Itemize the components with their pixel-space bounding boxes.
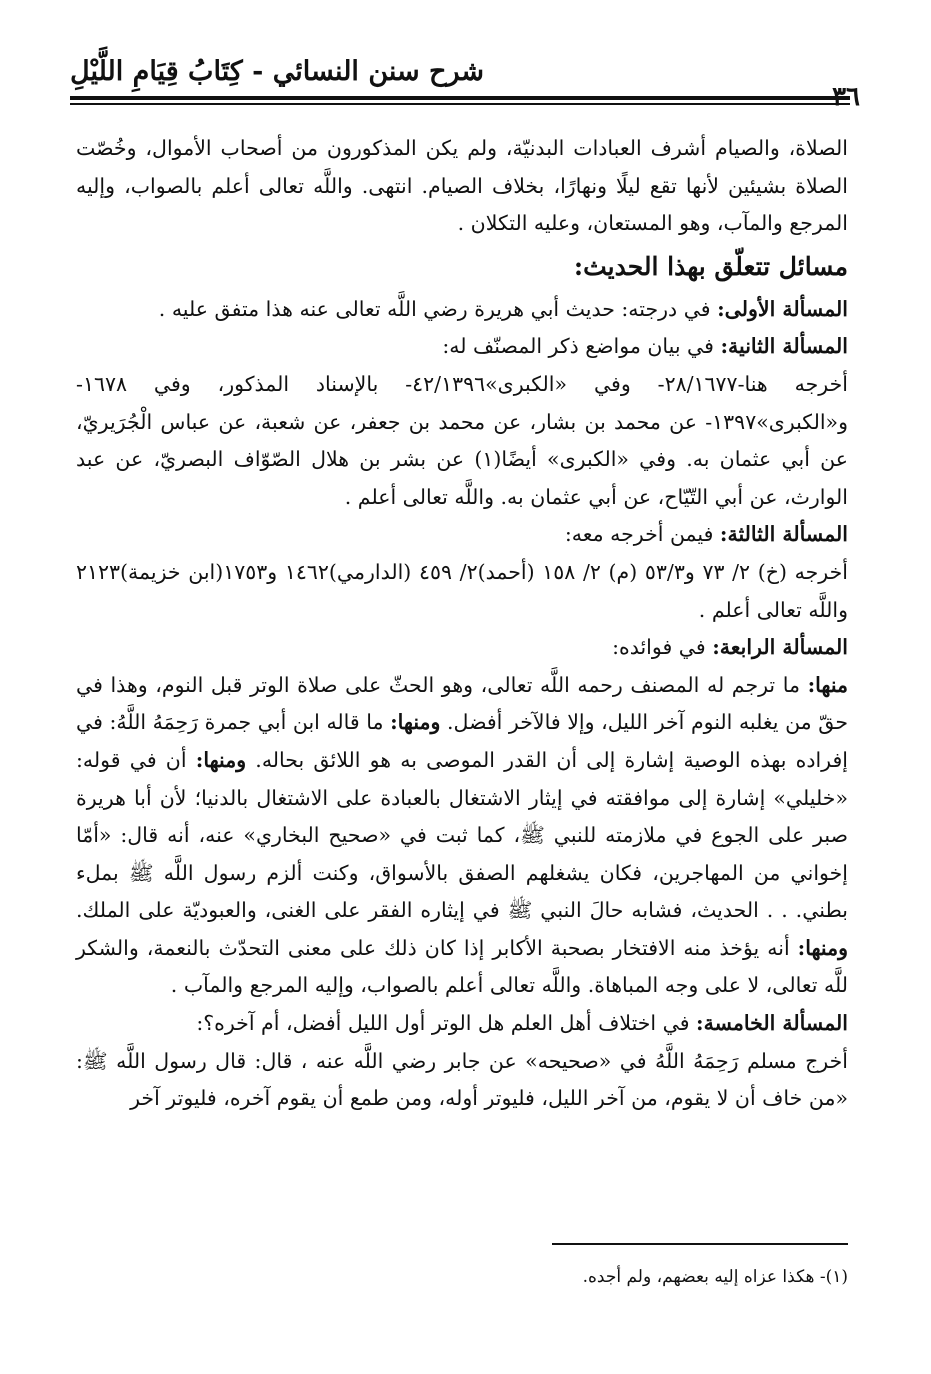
issue-5-label: المسألة الخامسة: [696,1011,848,1036]
section-heading: مسائل تتعلّق بهذا الحديث: [573,251,848,281]
issue-3-label: المسألة الثالثة: [719,522,848,547]
running-title: شرح سنن النسائي - كِتَابُ قِيَامِ اللَّيْلِ [70,56,484,87]
page-header [70,52,860,112]
benefit-1-text: ما ترجم له المصنف رحمه اللَّه تعالى، وهو الحثّ على صلاة الوتر قبل النوم، وهذا في حقّ من يغلبه النوم آخر الليل، وإلا فالآخر أفضل. [76,672,849,735]
issue-2 [76,328,848,366]
benefit-3-label: ومنها: [195,747,247,772]
paragraph-intro: الصلاة، والصيام أشرف العبادات البدنيّة، ولم يكن المذكورون من أصحاب الأموال، وخُصّت الصلاة بشيئين لأنها تقع ليلًا ونهارًا، بخلاف الصيام. انتهى. واللَّه تعالى أعلم بالصواب، وإليه المرجع والمآب، وهو المستعان، وعليه التكلان . [76,136,848,236]
benefit-3-text: أن في قوله: «خليلي» إشارة إلى موافقته في إيثار الاشتغال بالعبادة على الاشتغال بالدنيا؛ لأن أبا هريرة صبر على الجوع في ملازمته للنبي ﷺ، كما ثبت في «صحيح البخاري» عنه، أنه قال: «أمّا إخواني من المهاجرين، فكان يشغلهم الصفق بالأسواق، وكنت ألزم رسول اللَّه ﷺ بملء بطني. . . الحديث، فشابه حالَ النبي ﷺ في إيثاره الفقر على الغنى، والعبوديّة على الملك. [76,747,848,923]
issue-2-text: في بيان مواضع ذكر المصنّف له: [442,334,721,359]
benefit-2-label: ومنها: [390,710,441,735]
footnote-divider [552,1243,848,1245]
issue-4-label: المسألة الرابعة: [712,635,848,660]
issue-4 [76,629,848,667]
footnote: (١)- هكذا عزاه إليه بعضهم، ولم أجده. [582,1267,848,1287]
issue-5-body: أخرج مسلم رَحِمَهُ اللَّهُ في «صحيحه» عن جابر رضي اللَّه عنه ، قال: قال رسول اللَّه ﷺ: «من خاف أن لا يقوم، من آخر الليل، فليوتر أوله، ومن طمع أن يقوم آخره، فليوتر آخر [76,1048,848,1111]
issue-1 [76,291,848,329]
issue-1-label: المسألة الأولى: [717,296,848,321]
benefit-4-label: ومنها: [797,935,848,960]
page-number: ٣٦ [832,82,860,112]
issue-2-body: أخرجه هنا-٢٨/١٦٧٧- وفي «الكبرى»٤٢/١٣٩٦- بالإسناد المذكور، وفي ١٦٧٨- و«الكبرى»١٣٩٧- عن محمد بن بشار، عن محمد بن جعفر، عن شعبة، عن عباس الْجُرَيريّ، عن أبي عثمان به. وفي «الكبرى» أيضًا(١) عن بشر بن هلال الصّوّاف البصريّ، عن عبد الوارث، عن أبي التّيّاح، عن أبي عثمان به. واللَّه تعالى أعلم . [76,371,848,509]
issue-5-text: في اختلاف أهل العلم هل الوتر أول الليل أفضل، أم آخره؟: [196,1011,697,1036]
page-body [76,130,848,1118]
benefit-4-text: أنه يؤخذ منه الافتخار بصحبة الأكابر إذا كان ذلك على معنى التحدّث بالنعمة، والشكر للَّه تعالى، لا على وجه المباهاة. واللَّه تعالى أعلم بالصواب، وإليه المرجع والمآب . [76,935,848,998]
benefit-2-text: ما قاله ابن أبي جمرة رَحِمَهُ اللَّهُ: في إفراده بهذه الوصية إشارة إلى أن القدر الموصى به هو اللائق بحاله. [76,710,848,772]
issue-3 [76,516,848,554]
issue-3-text: فيمن أخرجه معه: [564,522,720,547]
issue-2-label: المسألة الثانية: [720,334,848,359]
header-rule-thick [70,96,850,100]
header-rule-thin [70,103,850,105]
issue-4-text: في فوائده: [612,635,713,660]
issue-4-body [76,667,848,1005]
benefit-1-label: منها: [807,672,848,697]
issue-5 [76,1005,848,1043]
issue-1-text: في درجته: حديث أبي هريرة رضي اللَّه تعالى عنه هذا متفق عليه . [158,296,718,321]
issue-3-body: أخرجه (خ) ٢/ ٧٣ و٥٣/٣ (م) ٢/ ١٥٨ (أحمد)٢/ ٤٥٩ (الدارمي)١٤٦٢ و١٧٥٣(ابن خزيمة)٢١٢٣ واللَّه تعالى أعلم . [76,559,848,622]
